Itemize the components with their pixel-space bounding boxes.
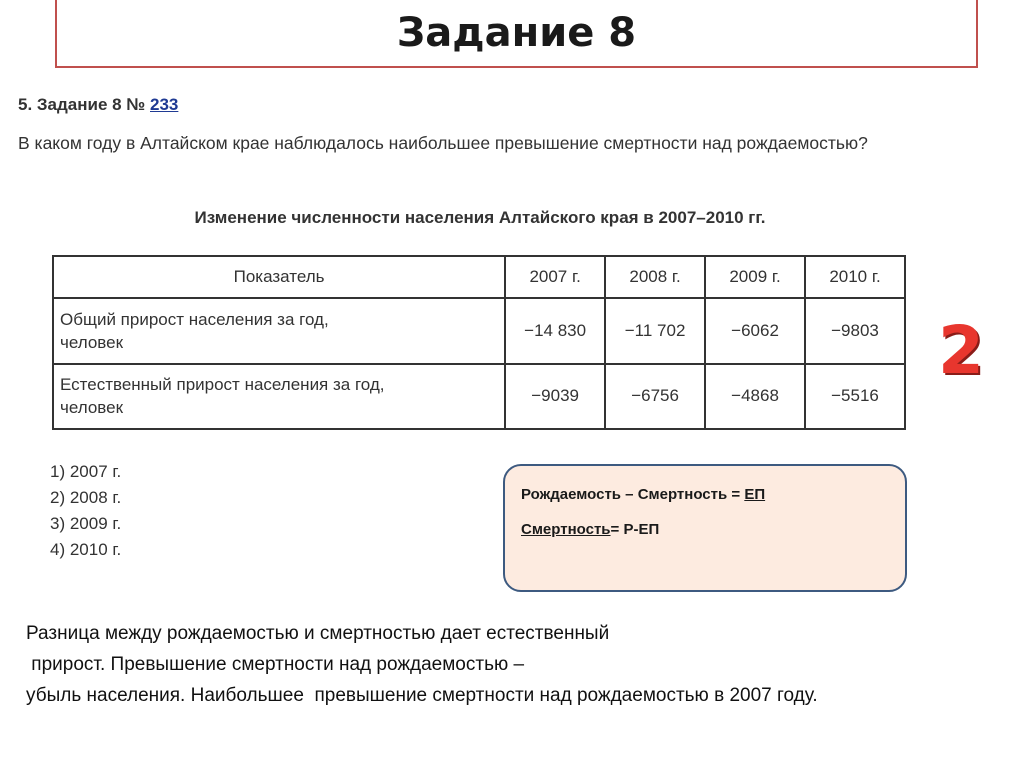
table-row: [53, 364, 905, 430]
formula-mortality: Смертность: [521, 521, 611, 538]
table-cell: −9803: [805, 298, 905, 364]
header-2008: 2008 г.: [605, 256, 705, 298]
table-header-row: [53, 256, 905, 298]
row-label-line: Естественный прирост населения за год,: [60, 375, 385, 395]
task-number-link[interactable]: 233: [150, 95, 179, 114]
row-label-line: человек: [60, 332, 124, 352]
row-label-line: Общий прирост населения за год,: [60, 309, 329, 329]
header-2010: 2010 г.: [805, 256, 905, 298]
formula-text: = Р-ЕП: [610, 521, 660, 538]
question-text: В каком году в Алтайском крае наблюдалось наибольшее превышение смертности над рождаемостью?: [18, 133, 868, 153]
header-2009: 2009 г.: [705, 256, 805, 298]
answer-options: [50, 459, 121, 563]
slide-title-box: [55, 0, 978, 68]
answer-badge: 2: [938, 312, 984, 389]
table-cell: −4868: [705, 364, 805, 430]
formula-box: [503, 464, 907, 592]
task-prefix: 5. Задание 8 №: [18, 95, 150, 114]
table-cell: −6756: [605, 364, 705, 430]
option-item: 3) 2009 г.: [50, 514, 122, 533]
task-header: [18, 95, 178, 115]
formula-ep: ЕП: [744, 486, 766, 503]
option-item: 1) 2007 г.: [50, 462, 122, 481]
table-row: [53, 298, 905, 364]
row-label: [53, 364, 505, 430]
header-indicator: Показатель: [53, 256, 505, 298]
explanation-line: Разница между рождаемостью и смертностью дает естественный: [26, 623, 610, 644]
table-title: Изменение численности населения Алтайского края в 2007–2010 гг.: [194, 208, 766, 227]
table-cell: −14 830: [505, 298, 605, 364]
slide-title: Задание 8: [396, 10, 637, 56]
table-cell: −9039: [505, 364, 605, 430]
formula-line-2: [521, 521, 889, 538]
explanation-line: убыль населения. Наибольшее превышение смертности над рождаемостью в 2007 году.: [26, 685, 818, 706]
formula-text: Рождаемость – Смертность =: [521, 486, 745, 503]
formula-line-1: [521, 486, 889, 503]
header-2007: 2007 г.: [505, 256, 605, 298]
table-cell: −6062: [705, 298, 805, 364]
row-label: [53, 298, 505, 364]
table-cell: −11 702: [605, 298, 705, 364]
population-table: [52, 255, 906, 430]
option-item: 4) 2010 г.: [50, 540, 122, 559]
option-item: 2) 2008 г.: [50, 488, 122, 507]
row-label-line: человек: [60, 398, 124, 418]
table-cell: −5516: [805, 364, 905, 430]
explanation-line: прирост. Превышение смертности над рождаемостью –: [26, 654, 525, 675]
explanation-text: [26, 618, 1016, 711]
